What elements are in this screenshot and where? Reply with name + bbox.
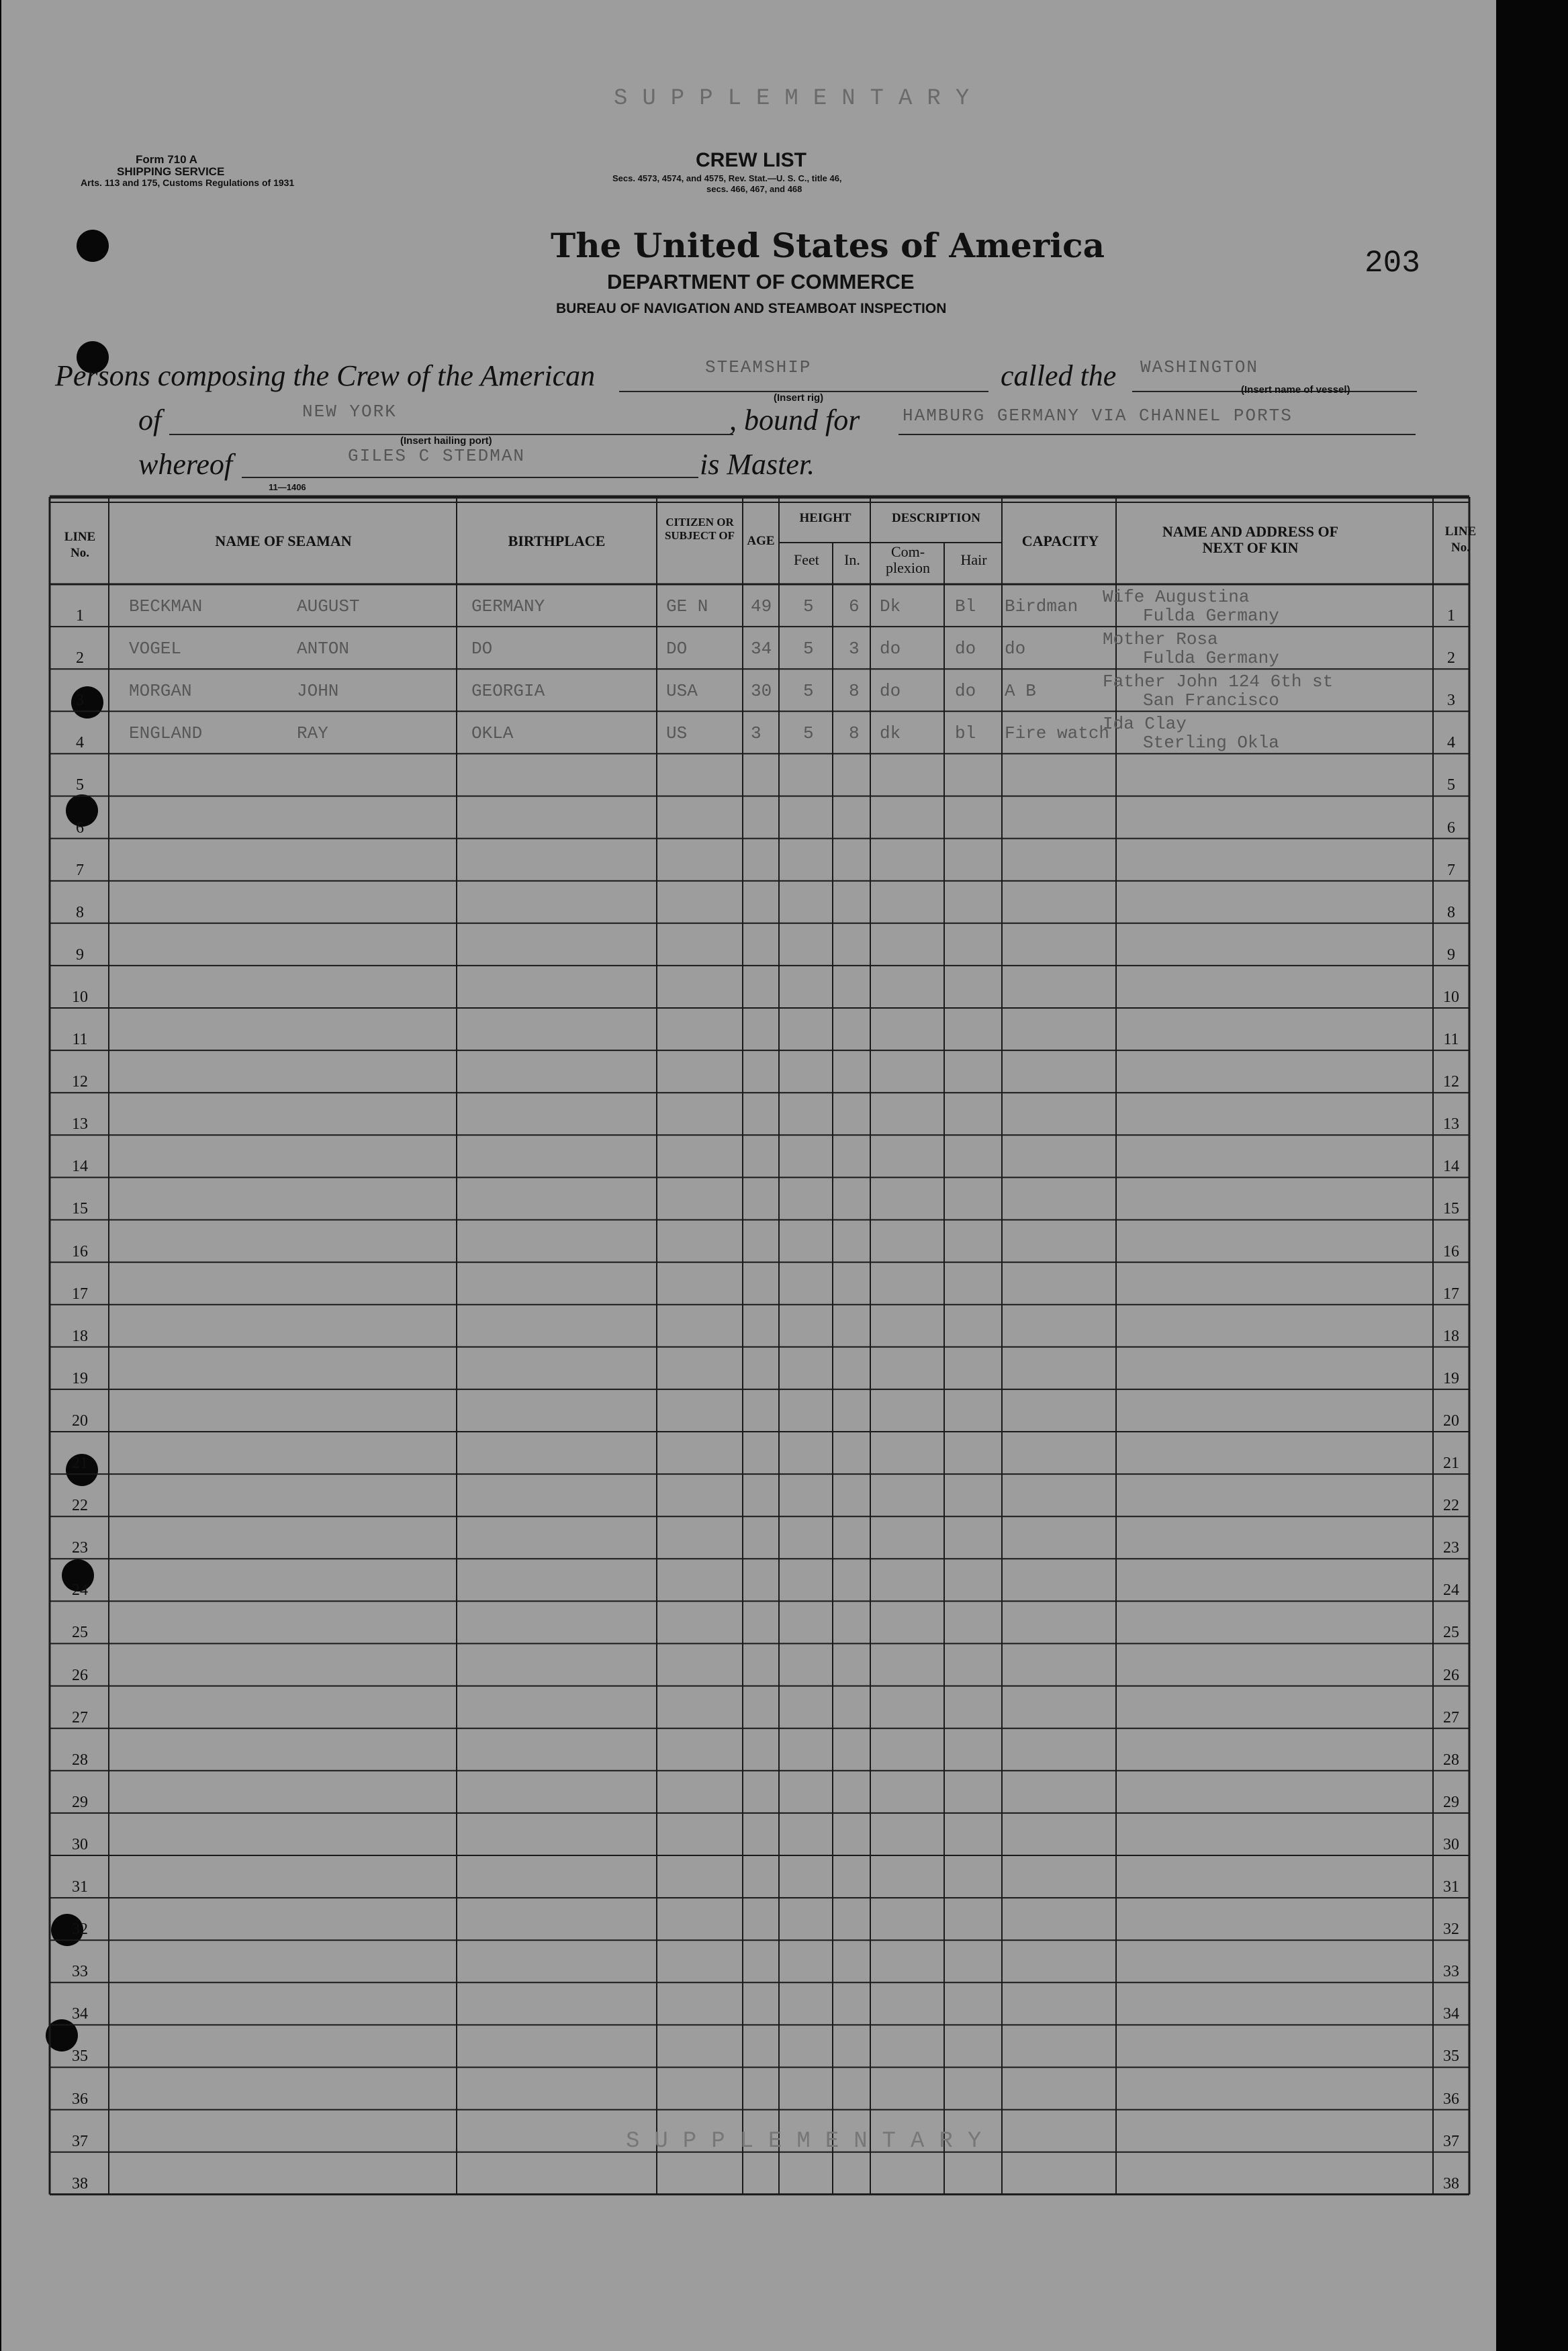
line-number-left: 37 <box>72 2132 88 2150</box>
line-number-left: 28 <box>72 1751 88 1769</box>
form-service: SHIPPING SERVICE <box>117 165 225 178</box>
line-number-right: 9 <box>1447 946 1455 964</box>
header-citizen: CITIZEN OR SUBJECT OF <box>664 516 735 542</box>
inches-cell: 8 <box>849 681 860 702</box>
line-number-left: 10 <box>72 988 88 1006</box>
line-number-left: 31 <box>72 1878 88 1896</box>
age-cell: 3 <box>751 723 762 744</box>
header-birthplace: BIRTHPLACE <box>508 533 606 549</box>
line-number-right: 10 <box>1443 988 1459 1006</box>
header-age: AGE <box>747 534 775 548</box>
vessel-hint: (Insert name of vessel) <box>1241 384 1350 396</box>
print-code: 11—1406 <box>269 482 306 492</box>
line-number-left: 23 <box>72 1539 88 1557</box>
line-number-left: 27 <box>72 1708 88 1726</box>
department-heading: DEPARTMENT OF COMMERCE <box>607 270 915 293</box>
seaman-surname: ENGLAND <box>129 723 203 744</box>
line-number-left: 4 <box>76 734 84 752</box>
birthplace-cell: GERMANY <box>471 596 545 616</box>
citizen-cell: DO <box>666 639 688 659</box>
line-number-left: 30 <box>72 1835 88 1853</box>
line-number-right: 38 <box>1443 2174 1459 2193</box>
age-cell: 49 <box>751 596 772 616</box>
page-number: 203 <box>1365 246 1420 281</box>
line-number-left: 14 <box>72 1158 88 1176</box>
citizen-cell: USA <box>666 681 698 702</box>
form-regulations: Arts. 113 and 175, Customs Regulations of 1931 <box>81 177 295 188</box>
crew-table-grid <box>1 0 1496 2216</box>
line-number-left: 33 <box>72 1963 88 1981</box>
header-line-no-right: LINE No. <box>1444 524 1477 555</box>
next-of-kin-line-2: Fulda Germany <box>1143 606 1279 626</box>
feet-cell: 5 <box>803 723 814 744</box>
line-number-right: 21 <box>1443 1455 1459 1472</box>
header-line-no: LINE No. <box>64 530 96 560</box>
document-page <box>1 0 1496 2351</box>
next-of-kin-line-2: Sterling Okla <box>1143 733 1279 753</box>
line-number-left: 26 <box>72 1666 88 1684</box>
seaman-surname: BECKMAN <box>129 596 203 616</box>
line-number-right: 15 <box>1443 1200 1459 1218</box>
age-cell: 34 <box>751 639 772 659</box>
line-number-right: 4 <box>1447 734 1455 752</box>
master-value: GILES C STEDMAN <box>348 446 526 466</box>
nation-heading: The United States of America <box>551 226 1105 265</box>
line-number-right: 7 <box>1447 861 1455 879</box>
header-inches: In. <box>844 551 860 568</box>
line-number-left: 22 <box>72 1497 88 1515</box>
seaman-surname: VOGEL <box>129 639 182 659</box>
line-number-right: 20 <box>1443 1412 1459 1430</box>
line-number-right: 37 <box>1443 2132 1459 2150</box>
seaman-given-name: AUGUST <box>297 596 360 616</box>
citizen-cell: US <box>666 723 688 744</box>
port-hint: (Insert hailing port) <box>400 435 492 447</box>
seaman-given-name: RAY <box>297 723 328 744</box>
citizen-cell: GE N <box>666 596 708 616</box>
line-number-right: 18 <box>1443 1327 1459 1345</box>
hair-cell: do <box>955 639 976 659</box>
next-of-kin-line-1: Wife Augustina <box>1103 587 1250 607</box>
line-number-right: 25 <box>1443 1624 1459 1642</box>
feet-cell: 5 <box>803 639 814 659</box>
vessel-value: WASHINGTON <box>1140 357 1259 377</box>
birthplace-cell: DO <box>471 639 493 659</box>
line-number-right: 16 <box>1443 1242 1459 1260</box>
line-number-left: 2 <box>76 649 84 667</box>
line-number-left: 19 <box>72 1369 88 1387</box>
line-number-right: 30 <box>1443 1835 1459 1853</box>
seaman-given-name: ANTON <box>297 639 350 659</box>
hair-cell: do <box>955 681 976 702</box>
of-label: of <box>138 404 162 436</box>
header-height: HEIGHT <box>799 511 851 525</box>
line-number-right: 5 <box>1447 776 1455 794</box>
line-number-left: 17 <box>72 1285 88 1303</box>
line-number-right: 1 <box>1447 607 1455 625</box>
feet-cell: 5 <box>803 596 814 616</box>
line-number-left: 11 <box>72 1031 88 1048</box>
line-number-left: 7 <box>76 861 84 879</box>
header-description: DESCRIPTION <box>892 511 980 525</box>
line-number-left: 29 <box>72 1793 88 1811</box>
line-number-right: 17 <box>1443 1285 1459 1303</box>
birthplace-cell: OKLA <box>471 723 514 744</box>
seaman-given-name: JOHN <box>297 681 339 702</box>
line-number-left: 1 <box>76 607 84 625</box>
line-number-right: 31 <box>1443 1878 1459 1896</box>
capacity-cell: Birdman <box>1005 596 1078 616</box>
line-number-right: 24 <box>1443 1581 1459 1600</box>
age-cell: 30 <box>751 681 772 702</box>
complexion-cell: Dk <box>880 596 901 616</box>
line-number-right: 13 <box>1443 1115 1459 1134</box>
header-complexion: Com-plexion <box>886 543 930 576</box>
line-number-right: 23 <box>1443 1539 1459 1557</box>
line-number-left: 21 <box>72 1455 88 1472</box>
line-number-right: 27 <box>1443 1708 1459 1726</box>
master-label: is Master. <box>700 448 815 481</box>
line-number-left: 12 <box>72 1073 88 1091</box>
line-number-right: 29 <box>1443 1793 1459 1811</box>
line-number-right: 19 <box>1443 1369 1459 1387</box>
line-number-left: 6 <box>76 819 84 837</box>
supplementary-stamp-top: SUPPLEMENTARY <box>614 86 984 111</box>
next-of-kin-line-2: San Francisco <box>1143 690 1279 711</box>
line-number-right: 35 <box>1443 2047 1459 2066</box>
header-feet: Feet <box>794 551 819 568</box>
line-number-left: 25 <box>72 1624 88 1642</box>
line-number-left: 5 <box>76 776 84 794</box>
bound-label: , bound for <box>729 404 860 436</box>
destination-value: HAMBURG GERMANY VIA CHANNEL PORTS <box>903 406 1293 426</box>
line-number-right: 14 <box>1443 1158 1459 1176</box>
line-number-right: 12 <box>1443 1073 1459 1091</box>
next-of-kin-line-1: Ida Clay <box>1103 714 1187 735</box>
line-number-right: 6 <box>1447 819 1455 837</box>
capacity-cell: A B <box>1005 681 1036 702</box>
rig-value: STEAMSHIP <box>705 357 812 377</box>
whereof-label: whereof <box>138 448 233 481</box>
line-number-right: 11 <box>1443 1031 1459 1048</box>
port-value: NEW YORK <box>302 402 397 422</box>
inches-cell: 6 <box>849 596 860 616</box>
next-of-kin-line-2: Fulda Germany <box>1143 648 1279 669</box>
line-number-left: 34 <box>72 2005 88 2023</box>
complexion-cell: do <box>880 639 901 659</box>
line-number-left: 35 <box>72 2047 88 2066</box>
called-label: called the <box>1001 359 1117 392</box>
line-number-right: 2 <box>1447 649 1455 667</box>
bureau-heading: BUREAU OF NAVIGATION AND STEAMBOAT INSPECTION <box>556 301 947 316</box>
seaman-surname: MORGAN <box>129 681 192 702</box>
line-number-left: 36 <box>72 2090 88 2108</box>
header-capacity: CAPACITY <box>1021 533 1099 549</box>
line-number-right: 28 <box>1443 1751 1459 1769</box>
birthplace-cell: GEORGIA <box>471 681 545 702</box>
complexion-cell: dk <box>880 723 901 744</box>
inches-cell: 8 <box>849 723 860 744</box>
line-number-right: 33 <box>1443 1963 1459 1981</box>
header-name-of-seaman: NAME OF SEAMAN <box>215 533 352 549</box>
hair-cell: bl <box>955 723 976 744</box>
line-number-left: 24 <box>72 1581 88 1600</box>
line-number-left: 32 <box>72 1921 88 1939</box>
next-of-kin-line-1: Mother Rosa <box>1103 629 1218 650</box>
line-number-left: 13 <box>72 1115 88 1134</box>
line-number-left: 18 <box>72 1327 88 1345</box>
rig-hint: (Insert rig) <box>774 392 824 404</box>
line-number-left: 8 <box>76 903 84 921</box>
line-number-right: 32 <box>1443 1921 1459 1939</box>
persons-label: Persons composing the Crew of the American <box>55 359 596 392</box>
line-number-right: 8 <box>1447 903 1455 921</box>
line-number-right: 36 <box>1443 2090 1459 2108</box>
feet-cell: 5 <box>803 681 814 702</box>
inches-cell: 3 <box>849 639 860 659</box>
line-number-left: 3 <box>76 692 84 710</box>
form-number: Form 710 A <box>136 153 197 166</box>
form-title: CREW LIST <box>696 149 806 171</box>
line-number-left: 20 <box>72 1412 88 1430</box>
supplementary-stamp-bottom: SUPPLEMENTARY <box>626 2129 997 2154</box>
capacity-cell: Fire watch <box>1005 723 1110 744</box>
header-hair: Hair <box>960 551 987 568</box>
hair-cell: Bl <box>955 596 976 616</box>
line-number-right: 22 <box>1443 1497 1459 1515</box>
line-number-left: 9 <box>76 946 84 964</box>
complexion-cell: do <box>880 681 901 702</box>
line-number-right: 26 <box>1443 1666 1459 1684</box>
header-next-of-kin: NAME AND ADDRESS OF NEXT OF KIN <box>1162 523 1339 556</box>
capacity-cell: do <box>1005 639 1026 659</box>
line-number-left: 15 <box>72 1200 88 1218</box>
line-number-right: 3 <box>1447 692 1455 710</box>
statutes-line-2: secs. 466, 467, and 468 <box>706 184 802 194</box>
statutes-line-1: Secs. 4573, 4574, and 4575, Rev. Stat.—U. S. C., title 46, <box>612 173 842 183</box>
line-number-left: 16 <box>72 1242 88 1260</box>
line-number-left: 38 <box>72 2174 88 2193</box>
line-number-right: 34 <box>1443 2005 1459 2023</box>
next-of-kin-line-1: Father John 124 6th st <box>1103 672 1334 692</box>
